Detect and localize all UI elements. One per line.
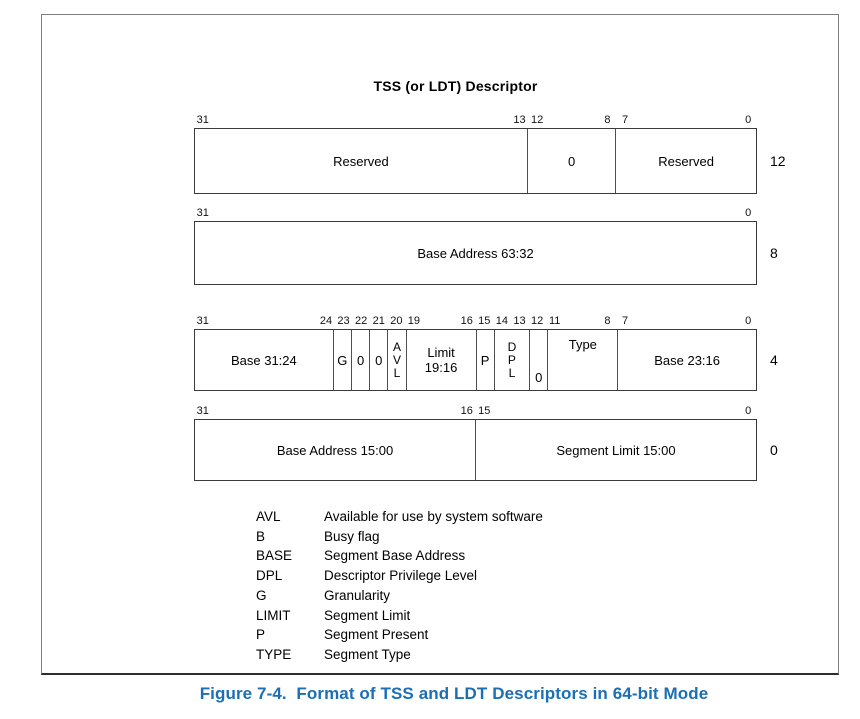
legend-item bbox=[256, 625, 543, 645]
legend-abbr: LIMIT bbox=[256, 607, 291, 623]
dword-row-offset-12 bbox=[194, 114, 786, 194]
legend-description: Granularity bbox=[324, 587, 391, 603]
bit-field-label: D P L bbox=[507, 339, 517, 380]
legend-abbr: TYPE bbox=[256, 646, 292, 662]
bit-field-row bbox=[194, 221, 757, 285]
bit-number-label: 13 bbox=[513, 315, 526, 327]
legend-item bbox=[256, 645, 543, 665]
bit-field-label: 0 bbox=[535, 370, 543, 385]
bit-number-label: 7 bbox=[621, 315, 629, 327]
bit-number-labels bbox=[194, 402, 757, 417]
bit-field-base-23-16 bbox=[618, 330, 756, 390]
bit-number-label: 0 bbox=[745, 315, 752, 327]
bit-number-labels bbox=[194, 204, 757, 219]
bit-number-label: 0 bbox=[745, 114, 752, 126]
legend-description: Segment Present bbox=[324, 627, 429, 643]
legend-description: Busy flag bbox=[324, 528, 380, 544]
bit-number-label: 15 bbox=[478, 315, 491, 327]
bit-number-label: 16 bbox=[460, 405, 473, 417]
bit-field-base-address-63-32 bbox=[195, 222, 756, 284]
bit-field-row bbox=[194, 419, 757, 481]
bit-field-type bbox=[548, 330, 618, 390]
bit-field-label: Base 31:24 bbox=[230, 352, 297, 368]
bit-field-0 bbox=[530, 330, 548, 390]
bit-field-0 bbox=[528, 129, 616, 193]
bit-field-segment-limit-15-00 bbox=[476, 420, 756, 480]
dword-row-offset-8 bbox=[194, 207, 778, 285]
byte-offset-label: 12 bbox=[770, 153, 786, 169]
bit-field-label: A V L bbox=[393, 339, 402, 380]
bit-number-label: 16 bbox=[460, 315, 473, 327]
bit-number-label: 15 bbox=[478, 405, 491, 417]
legend-description: Segment Type bbox=[324, 646, 411, 662]
legend-abbr: DPL bbox=[256, 568, 283, 584]
figure-title: TSS (or LDT) Descriptor bbox=[373, 78, 538, 94]
bit-field-0 bbox=[352, 330, 370, 390]
bit-number-label: 13 bbox=[513, 114, 526, 126]
byte-offset-label: 8 bbox=[770, 245, 778, 261]
legend-description: Descriptor Privilege Level bbox=[324, 568, 478, 584]
bit-field-label: 0 bbox=[356, 352, 365, 368]
figure-frame bbox=[41, 14, 839, 675]
bit-number-label: 19 bbox=[407, 315, 421, 327]
legend-abbr: P bbox=[256, 627, 266, 643]
bit-number-label: 31 bbox=[196, 207, 209, 219]
bit-field-label: Base 23:16 bbox=[654, 352, 721, 368]
bit-field-label: Segment Limit 15:00 bbox=[556, 442, 676, 458]
legend-abbr: B bbox=[256, 528, 266, 544]
bit-number-label: 14 bbox=[495, 315, 509, 327]
bit-field-label: Base Address 15:00 bbox=[276, 442, 394, 458]
bit-number-labels bbox=[194, 312, 757, 327]
bit-number-label: 31 bbox=[196, 114, 209, 126]
bit-number-label: 31 bbox=[196, 405, 209, 417]
bit-field-base-address-15-00 bbox=[195, 420, 476, 480]
bit-number-label: 21 bbox=[372, 315, 385, 327]
bit-field-p bbox=[477, 330, 495, 390]
bit-field-reserved bbox=[195, 129, 528, 193]
bit-field-label: Type bbox=[568, 337, 597, 352]
legend-abbr: G bbox=[256, 587, 267, 603]
bit-field-label: P bbox=[480, 352, 490, 368]
bit-field-label: 0 bbox=[567, 153, 576, 169]
bit-field-base-31-24 bbox=[195, 330, 334, 390]
bit-number-label: 11 bbox=[548, 315, 561, 327]
bit-number-label: 12 bbox=[530, 315, 544, 327]
bit-number-labels bbox=[194, 111, 757, 126]
legend-item bbox=[256, 566, 543, 586]
legend bbox=[256, 507, 543, 665]
bit-field-label: Reserved bbox=[658, 153, 714, 169]
bit-number-label: 20 bbox=[390, 315, 403, 327]
figure-caption: Figure 7-4. Format of TSS and LDT Descriptors in 64-bit Mode bbox=[199, 684, 709, 703]
legend-item bbox=[256, 527, 543, 547]
bit-field-dpl bbox=[495, 330, 530, 390]
legend-item bbox=[256, 546, 543, 566]
bit-number-label: 7 bbox=[621, 114, 629, 126]
legend-item bbox=[256, 507, 543, 527]
bit-field-row bbox=[194, 329, 757, 391]
legend-description: Segment Limit bbox=[324, 607, 411, 623]
bit-field-0 bbox=[370, 330, 388, 390]
bit-number-label: 24 bbox=[319, 315, 333, 327]
bit-field-limit-19-16 bbox=[407, 330, 477, 390]
bit-field-reserved bbox=[616, 129, 756, 193]
legend-description: Segment Base Address bbox=[324, 548, 466, 564]
legend-item bbox=[256, 586, 543, 606]
bit-number-label: 8 bbox=[604, 315, 611, 327]
bit-number-label: 22 bbox=[355, 315, 368, 327]
legend-description: Available for use by system software bbox=[324, 509, 543, 524]
bit-number-label: 0 bbox=[745, 207, 752, 219]
byte-offset-label: 4 bbox=[770, 352, 778, 368]
bit-number-label: 31 bbox=[196, 315, 209, 327]
bit-field-g bbox=[334, 330, 352, 390]
bit-number-label: 0 bbox=[745, 405, 752, 417]
bit-field-label: 0 bbox=[375, 352, 383, 368]
bit-field-label: Base Address 63:32 bbox=[417, 245, 534, 261]
legend-abbr: BASE bbox=[256, 548, 293, 564]
bit-field-label: G bbox=[337, 352, 348, 368]
bit-field-row bbox=[194, 128, 757, 194]
byte-offset-label: 0 bbox=[770, 442, 778, 458]
dword-row-offset-0 bbox=[194, 405, 778, 481]
bit-number-label: 8 bbox=[604, 114, 611, 126]
bit-field-label: Reserved bbox=[333, 153, 389, 169]
bit-number-label: 12 bbox=[530, 114, 544, 126]
legend-item bbox=[256, 606, 543, 626]
bit-field-label: Limit 19:16 bbox=[424, 345, 458, 375]
legend-abbr: AVL bbox=[256, 509, 281, 524]
bit-field-avl bbox=[388, 330, 406, 390]
bit-number-label: 23 bbox=[337, 315, 350, 327]
dword-row-offset-4 bbox=[194, 315, 778, 391]
